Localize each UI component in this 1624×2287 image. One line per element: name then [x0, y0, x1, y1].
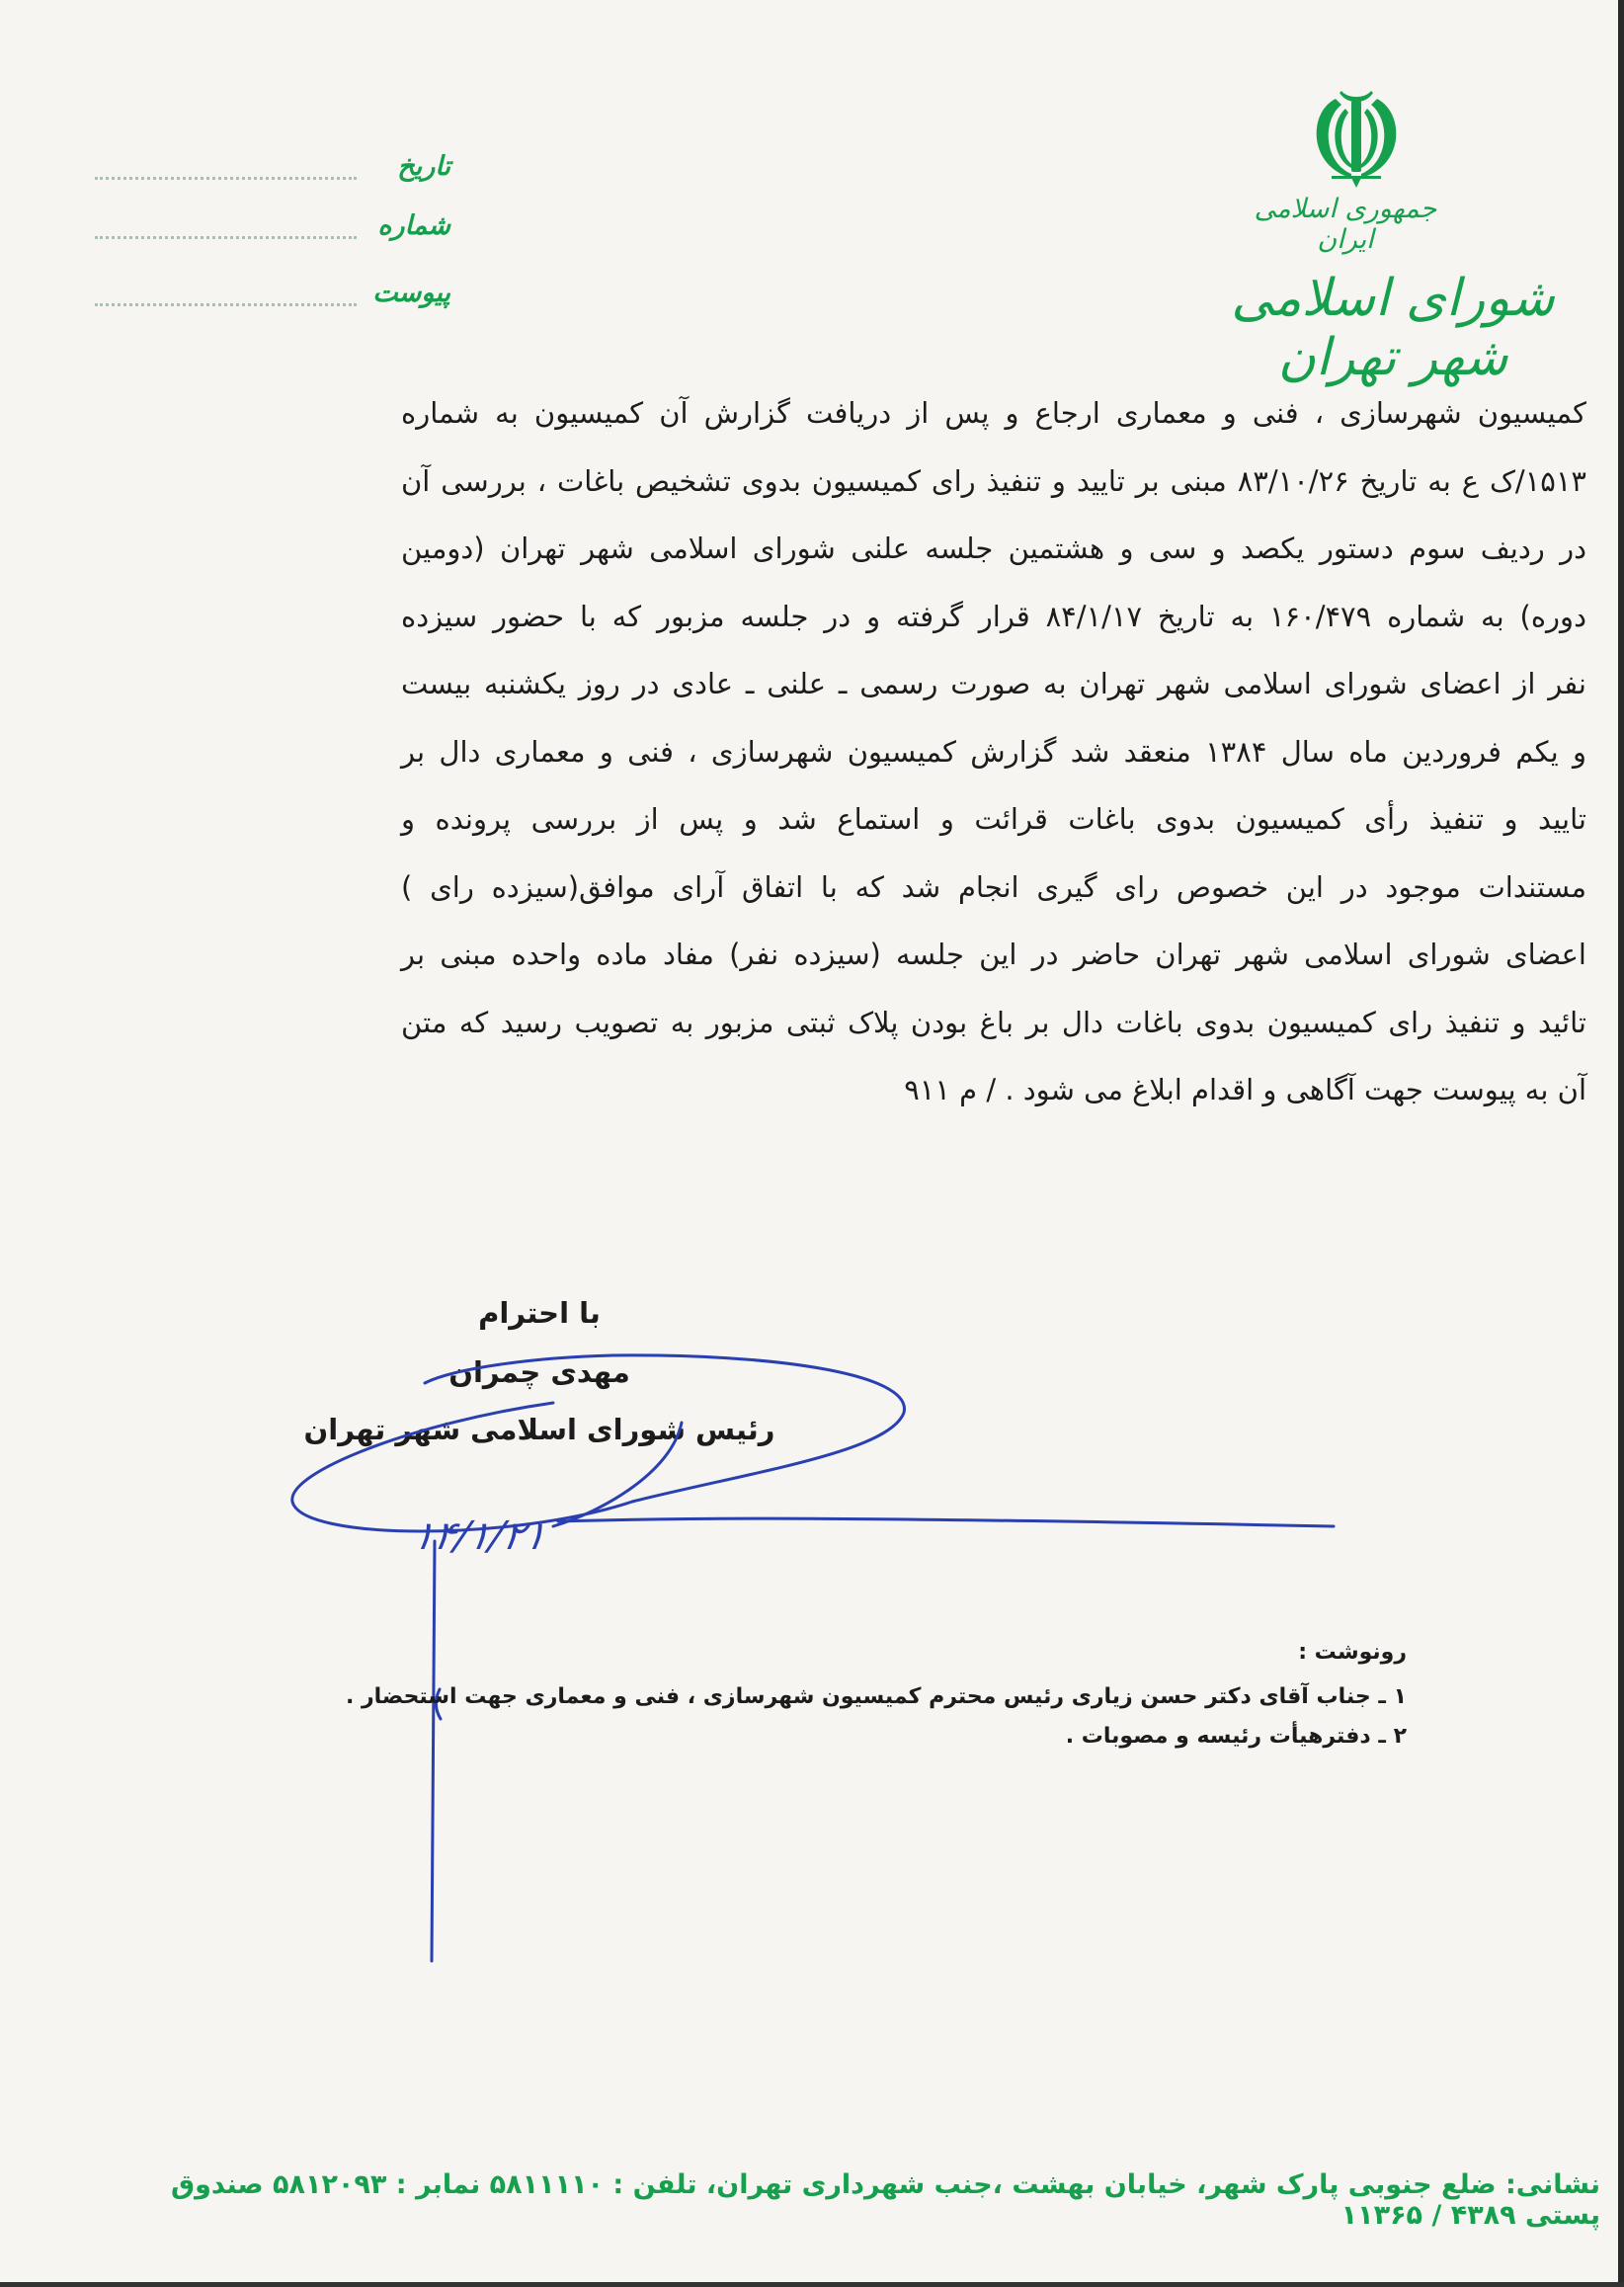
letter-body	[401, 385, 1586, 1130]
meta-date-row	[95, 138, 450, 188]
body-line: مستندات موجود در این خصوص رای گیری انجام شد که با اتفاق آرای موافق(سیزده رای )	[401, 869, 1586, 904]
meta-number-row	[95, 198, 450, 247]
letterhead-country: جمهوری اسلامی ایران	[1254, 194, 1437, 255]
body-line: نفر از اعضای شورای اسلامی شهر تهران به صورت رسمی ـ علنی ـ عادی در روز یکشنبه بیست	[401, 667, 1586, 700]
body-line: آن به پیوست جهت آگاهی و اقدام ابلاغ می شود . / م ۹۱۱	[904, 1073, 1586, 1106]
meta-attachment-row	[95, 265, 450, 314]
letterhead-organization: شورای اسلامی شهر تهران	[1231, 269, 1555, 387]
body-line: کمیسیون شهرسازی ، فنی و معماری ارجاع و پس از دریافت گزارش آن کمیسیون به شماره	[401, 396, 1586, 430]
body-line: اعضای شورای اسلامی شهر تهران حاضر در این جلسه (سیزده نفر) مفاد ماده واحده مبنی بر	[401, 938, 1586, 971]
body-line: و یکم فروردین ماه سال ۱۳۸۴ منعقد شد گزارش کمیسیون شهرسازی ، فنی و معماری دال بر	[401, 734, 1587, 769]
handwritten-date: ۱۴/۱/۲۱	[408, 1513, 550, 1559]
signatory-name: مهدی چمران	[448, 1355, 630, 1389]
page-edge-right	[1618, 0, 1624, 2287]
iran-emblem-icon	[1302, 77, 1411, 194]
body-line: تائید و تنفیذ رای کمیسیون بدوی باغات دال بر باغ بودن پلاک ثبتی مزبور به تصویب رسید که متن	[401, 1005, 1586, 1039]
page-edge-bottom	[0, 2282, 1624, 2287]
body-line: دوره) به شماره ۱۶۰/۴۷۹ به تاریخ ۸۴/۱/۱۷ قرار گرفته و در جلسه مزبور که با حضور سیزده	[401, 599, 1586, 633]
date-field-line	[95, 177, 357, 180]
attachment-label: پیوست	[372, 278, 450, 308]
footer-address: نشانی: ضلع جنوبی پارک شهر، خیابان بهشت ،جنب شهرداری تهران، تلفن : ۵۸۱۱۱۱۰ نمابر : ۵۸۱۲۰۹۳ صندوق پستی ۴۳۸۹ / ۱۱۳۶۵	[170, 2169, 1600, 2231]
copies-label: رونوشت :	[1298, 1640, 1407, 1665]
signatory-title: رئیس شورای اسلامی شهر تهران	[303, 1413, 775, 1446]
number-field-line	[95, 236, 357, 239]
signature-vertical-line	[432, 1541, 435, 1961]
body-line: در ردیف سوم دستور یکصد و سی و هشتمین جلسه علنی شورای اسلامی شهر تهران (دومین	[401, 531, 1586, 565]
number-label: شماره	[377, 210, 450, 241]
attachment-field-line	[95, 303, 357, 306]
copy-item: ۱ ـ جناب آقای دکتر حسن زیاری رئیس محترم کمیسیون شهرسازی ، فنی و معماری جهت استحضار .	[345, 1684, 1407, 1709]
signature-tail	[558, 1518, 1334, 1526]
copy-item: ۲ ـ دفترهیأت رئیسه و مصوبات .	[1065, 1724, 1407, 1749]
closing: با احترام	[478, 1296, 601, 1330]
date-label: تاریخ	[397, 151, 450, 182]
body-line: تایید و تنفیذ رأی کمیسیون بدوی باغات قرائت و استماع شد و پس از بررسی پرونده و	[401, 802, 1586, 836]
body-line: ۱۵۱۳/ک ع به تاریخ ۸۳/۱۰/۲۶ مبنی بر تایید و تنفیذ رای کمیسیون بدوی تشخیص باغات ، بررسی آن	[401, 463, 1586, 498]
